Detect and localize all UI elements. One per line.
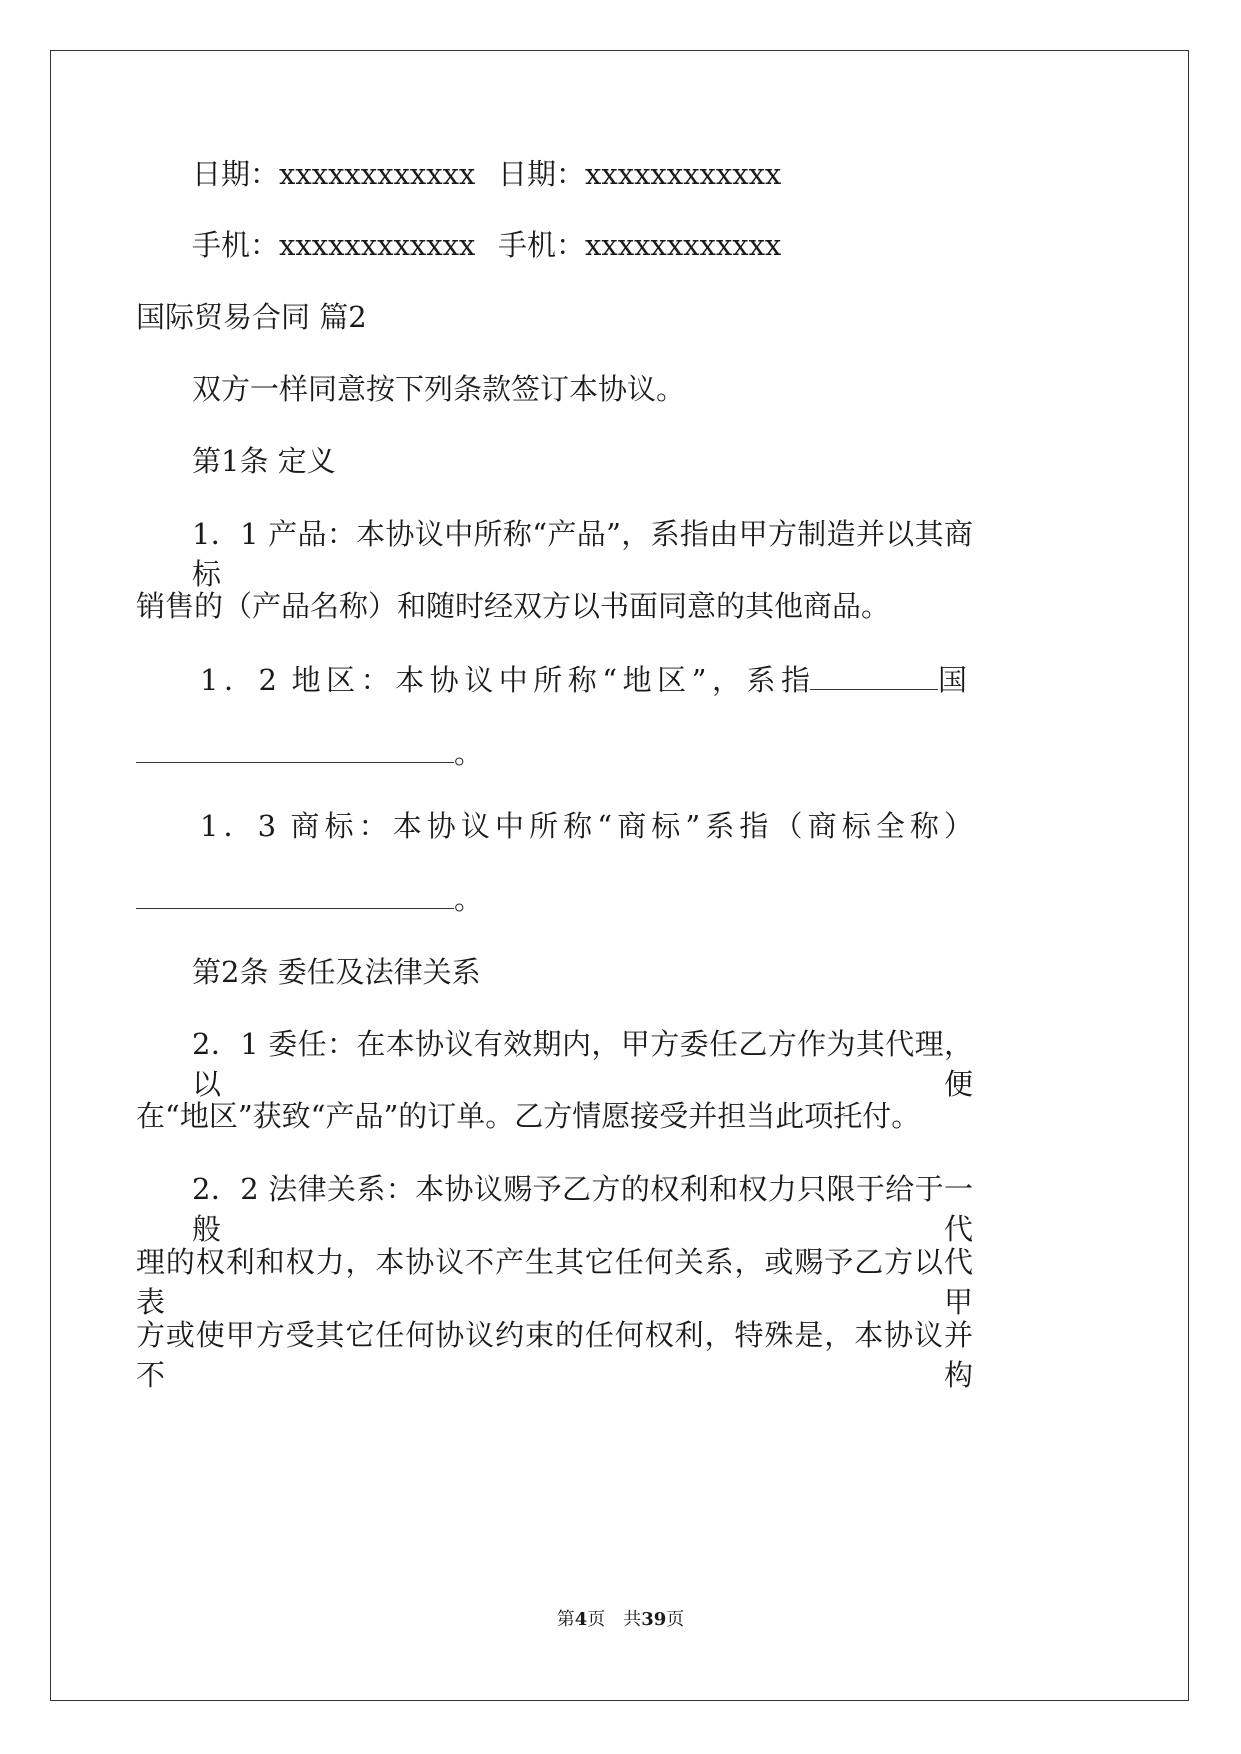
clause-2-1-line1: 2．1 委任：在本协议有效期内，甲方委任乙方作为其代理，以便: [192, 1027, 973, 1101]
article-2-heading: 第2条 委任及法律关系: [192, 955, 481, 989]
section-title: 国际贸易合同 篇2: [136, 300, 367, 334]
phone-left: [192, 225, 475, 265]
region-blank-1: [810, 663, 938, 690]
clause-2-2-line3: 方或使甲方受其它任何协议约束的任何权利，特殊是，本协议并不构: [136, 1318, 973, 1392]
intro-paragraph: 双方一样同意按下列条款签订本协议。: [192, 372, 686, 406]
footer-prefix: 第: [556, 1609, 575, 1630]
footer-suffix: 页: [666, 1609, 685, 1630]
clause-2-1-line2: 在“地区”获致“产品”的订单。乙方情愿接受并担当此项托付。: [136, 1099, 921, 1133]
footer-mid: 页 共: [587, 1609, 642, 1630]
date-left: [192, 154, 475, 194]
clause-1-2-line2: [136, 733, 483, 773]
clause-2-2-line1: 2．2 法律关系：本协议赐予乙方的权利和权力只限于给于一般代: [192, 1172, 973, 1246]
clause-2-2-line2: 理的权利和权力，本协议不产生其它任何关系，或赐予乙方以代表甲: [136, 1245, 973, 1319]
trademark-blank: [136, 882, 454, 909]
phone-right-value: xxxxxxxxxxxx: [585, 228, 782, 262]
date-left-value: xxxxxxxxxxxx: [279, 157, 476, 191]
clause-1-1-line2: 销售的（产品名称）和随时经双方以书面同意的其他商品。: [136, 589, 891, 623]
phone-left-value: xxxxxxxxxxxx: [279, 228, 476, 262]
footer-current-page: 4: [574, 1609, 588, 1630]
phone-right: [498, 225, 781, 265]
date-right: [498, 154, 781, 194]
phone-right-label: 手机：: [498, 228, 586, 262]
region-blank-2: [136, 736, 454, 763]
date-left-label: 日期：: [192, 157, 280, 191]
footer-total-pages: 39: [641, 1609, 667, 1630]
date-right-value: xxxxxxxxxxxx: [585, 157, 782, 191]
clause-1-3-line2: [136, 879, 483, 919]
date-right-label: 日期：: [498, 157, 586, 191]
clause-1-2-text: 1．2 地区：本协议中所称“地区”，系指: [200, 663, 810, 697]
clause-1-3-end: 。: [454, 882, 484, 916]
clause-1-2-line1: [200, 660, 973, 700]
clause-1-2-country: 国: [938, 663, 968, 697]
clause-1-2-end: 。: [454, 736, 484, 770]
clause-1-3-line1: 1．3 商标：本协议中所称“商标”系指（商标全称）: [200, 809, 973, 843]
clause-1-1-line1: 1．1 产品：本协议中所称“产品”，系指由甲方制造并以其商标: [192, 517, 973, 591]
page-number-footer: [0, 1608, 1241, 1632]
phone-left-label: 手机：: [192, 228, 280, 262]
article-1-heading: 第1条 定义: [192, 444, 336, 478]
